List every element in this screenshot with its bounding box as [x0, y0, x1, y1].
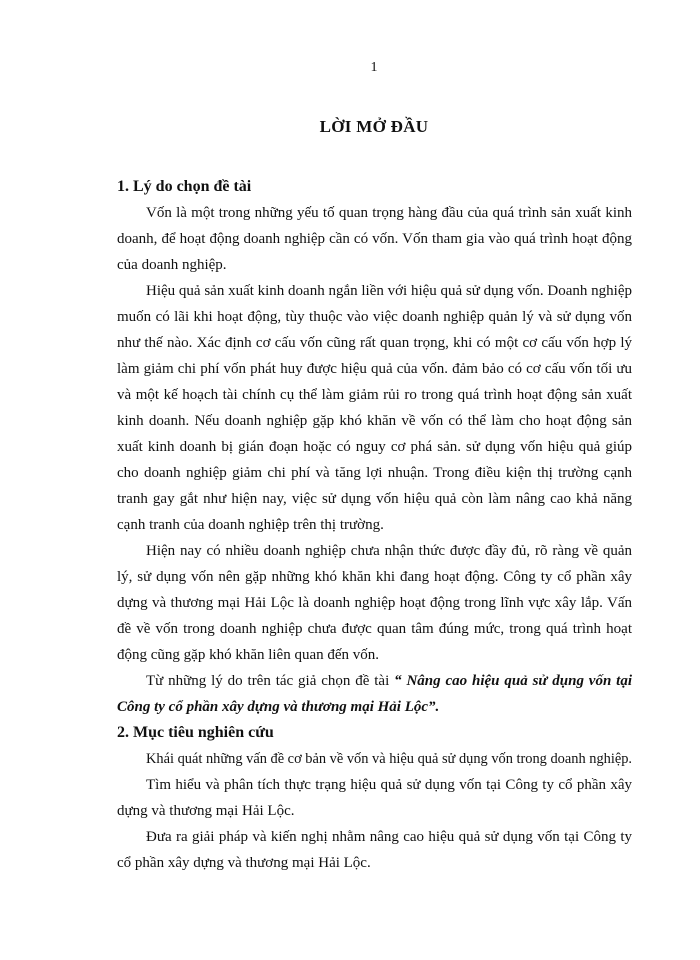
- section-heading-reason: 1. Lý do chọn đề tài: [117, 178, 252, 195]
- paragraph-objective-3: Đưa ra giải pháp và kiến nghị nhằm nâng cao hiệu quả sử dụng vốn tại Công ty cổ phần xây dựng và thương mại Hải Lộc.: [117, 829, 632, 871]
- paragraph-objective-1: Khái quát những vấn đề cơ bản về vốn và hiệu quả sử dụng vốn trong doanh nghiệp.: [146, 751, 633, 767]
- document-title: LỜI MỞ ĐẦU: [319, 117, 429, 136]
- section-heading-objectives: 2. Mục tiêu nghiên cứu: [117, 724, 274, 741]
- topic-title: “ Nâng cao hiệu quả sử dụng vốn tại Công ty cổ phần xây dựng và thương mại Hải Lộc”.: [117, 673, 632, 715]
- paragraph-efficiency: Hiệu quả sản xuất kinh doanh ngắn liền với hiệu quả sử dụng vốn. Doanh nghiệp muốn có lãi khi hoạt động, tùy thuộc vào việc doanh nghiệp quản lý và sử dụng vốn như thế nào. Xác định cơ cấu vốn cũng rất quan trọng, khi có một cơ cấu vốn hợp lý làm giảm chi phí vốn phát huy được hiệu quả của vốn. đảm bảo có cơ cấu vốn tối ưu và một kế hoạch tài chính cụ thể làm giảm rủi ro trong quá trình hoạt động sản xuất kinh doanh. Nếu doanh nghiệp gặp khó khăn về vốn có thể làm cho hoạt động sản xuất kinh doanh bị gián đoạn hoặc có nguy cơ phá sản. sử dụng vốn hiệu quả giúp cho doanh nghiệp giảm chi phí và tăng lợi nhuận. Trong điều kiện thị trường cạnh tranh gay gắt như hiện nay, việc sử dụng vốn hiệu quả còn làm nâng cao khả năng cạnh tranh của doanh nghiệp trên thị trường.: [117, 283, 632, 533]
- topic-lead-text: Từ những lý do trên tác giả chọn đề tài: [146, 673, 395, 689]
- document-body: [117, 174, 632, 876]
- paragraph-capital-role: Vốn là một trong những yếu tố quan trọng hàng đầu của quá trình sản xuất kinh doanh, để hoạt động doanh nghiệp cần có vốn. Vốn tham gia vào quá trình hoạt động của doanh nghiệp.: [117, 205, 632, 273]
- page-number: 1: [370, 60, 378, 75]
- paragraph-topic-selection: [117, 668, 632, 720]
- paragraph-current-situation: Hiện nay có nhiều doanh nghiệp chưa nhận thức được đầy đủ, rõ ràng về quản lý, sử dụng vốn nên gặp những khó khăn khi đang hoạt động. Công ty cổ phần xây dựng và thương mại Hải Lộc là doanh nghiệp hoạt động trong lĩnh vực xây lắp. Vấn đề về vốn trong doanh nghiệp chưa được quan tâm đúng mức, trong quá trình hoạt động cũng gặp khó khăn liên quan đến vốn.: [117, 543, 632, 663]
- paragraph-objective-2: Tìm hiểu và phân tích thực trạng hiệu quả sử dụng vốn tại Công ty cổ phần xây dựng và thương mại Hải Lộc.: [117, 777, 632, 819]
